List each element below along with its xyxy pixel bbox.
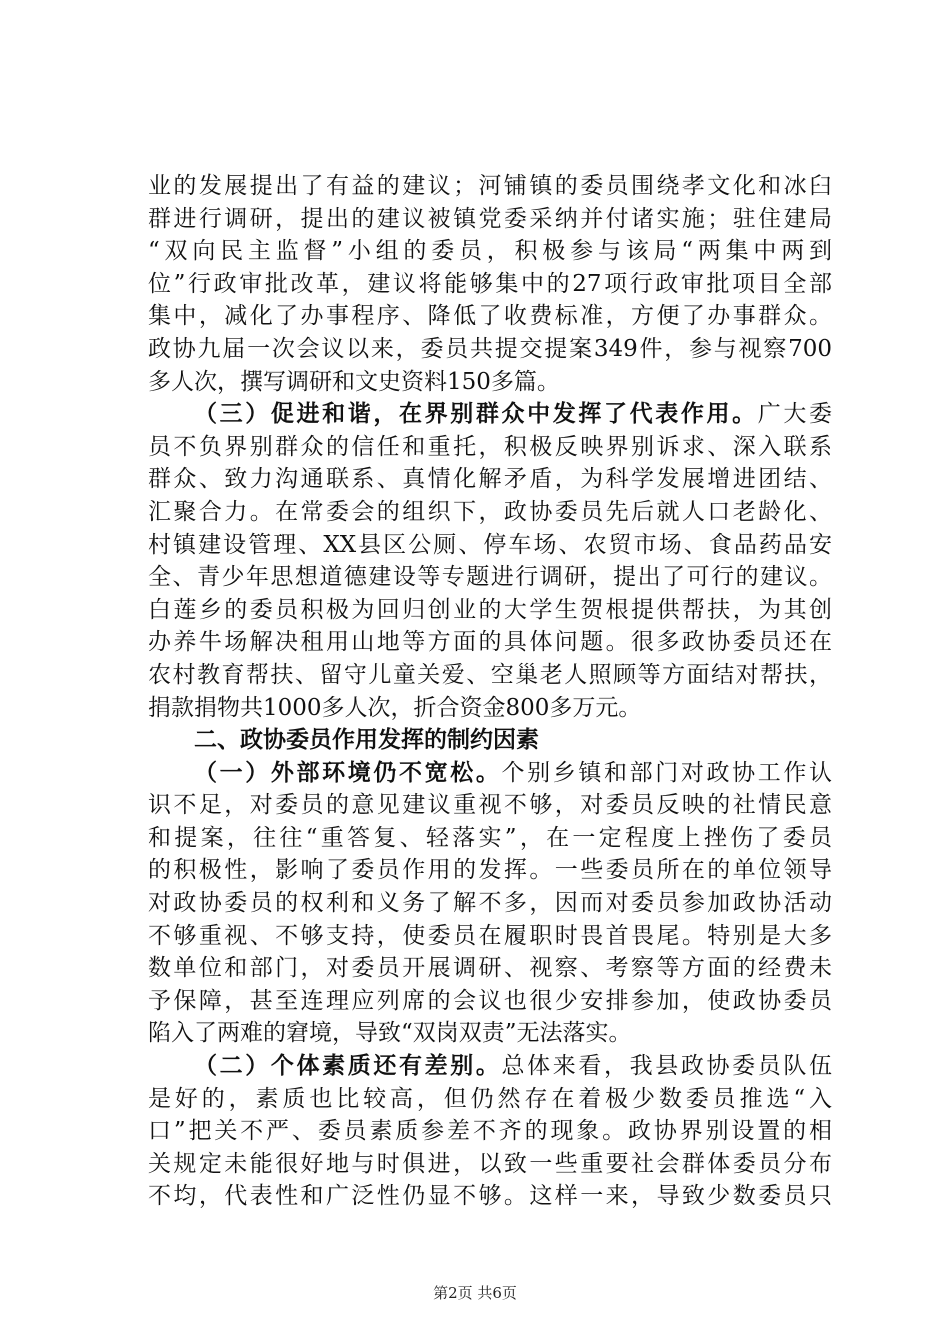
text-line: 村镇建设管理、XX县区公厕、停车场、农贸市场、食品药品安 xyxy=(148,531,832,558)
text-line: 予保障，甚至连理应列席的会议也很少安排参加，使政协委员 xyxy=(148,987,832,1014)
text-line: 政协九届一次会议以来，委员共提交提案349件，参与视察700 xyxy=(148,335,832,362)
text-line: 的积极性，影响了委员作用的发挥。一些委员所在的单位领导 xyxy=(148,857,832,884)
paragraph-external-environment xyxy=(148,757,832,1050)
paragraph-first-line xyxy=(148,398,832,431)
text-line: “双向民主监督”小组的委员，积极参与该局“两集中两到 xyxy=(148,238,832,265)
text-line: 陷入了两难的窘境，导致“双岗双责”无法落实。 xyxy=(148,1020,632,1047)
section-title: 二、政协委员作用发挥的制约因素 xyxy=(194,726,539,754)
text-line: 对政协委员的权利和义务了解不多，因而对委员参加政协活动 xyxy=(148,890,832,917)
text-line: 和提案，往往“重答复、轻落实”，在一定程度上挫伤了委员 xyxy=(148,824,832,851)
text-line: 位”行政审批改革，建议将能够集中的27项行政审批项目全部 xyxy=(148,270,832,297)
paragraph-harmony xyxy=(148,398,832,724)
text-line: 关规定未能很好地与时俱进，以致一些重要社会群体委员分布 xyxy=(148,1150,832,1177)
text-line: 办养牛场解决租用山地等方面的具体问题。很多政协委员还在 xyxy=(148,629,832,656)
text-line: 捐款捐物共1000多人次，折合资金800多万元。 xyxy=(148,694,642,721)
text-line: 集中，减化了办事程序、降低了收费标准，方便了办事群众。 xyxy=(148,303,832,330)
paragraph-heading: （一）外部环境仍不宽松。 xyxy=(194,758,502,786)
text-line: 汇聚合力。在常委会的组织下，政协委员先后就人口老龄化、 xyxy=(148,498,832,525)
paragraph-lead-text: 广大委 xyxy=(757,401,832,428)
paragraph-achievements-continued xyxy=(148,170,832,398)
text-line: 员不负界别群众的信任和重托，积极反映界别诉求、深入联系 xyxy=(148,433,832,460)
text-line: 是好的，素质也比较高，但仍然存在着极少数委员推选“入 xyxy=(148,1085,832,1112)
paragraph-heading: （三）促进和谐，在界别群众中发挥了代表作用。 xyxy=(194,400,758,428)
text-line: 白莲乡的委员积极为回归创业的大学生贺根提供帮扶，为其创 xyxy=(148,596,832,623)
page-number-footer: 第2页 共6页 xyxy=(433,1284,517,1302)
text-line: 业的发展提出了有益的建议；河铺镇的委员围绕孝文化和冰臼 xyxy=(148,173,832,199)
text-line: 农村教育帮扶、留守儿童关爱、空巢老人照顾等方面结对帮扶， xyxy=(148,661,832,688)
text-line: 全、青少年思想道德建设等专题进行调研，提出了可行的建议。 xyxy=(148,564,832,591)
text-line: 多人次，撰写调研和文史资料150多篇。 xyxy=(148,368,560,395)
text-line: 识不足，对委员的意见建议重视不够，对委员反映的社情民意 xyxy=(148,792,832,819)
text-line: 不够重视、不够支持，使委员在履职时畏首畏尾。特别是大多 xyxy=(148,922,832,949)
text-line: 群众、致力沟通联系、真情化解矛盾，为科学发展增进团结、 xyxy=(148,466,832,493)
paragraph-first-line xyxy=(148,1050,832,1083)
paragraph-lead-text: 总体来看，我县政协委员队伍 xyxy=(501,1053,832,1080)
paragraph-individual-quality xyxy=(148,1050,832,1213)
document-body xyxy=(148,170,832,1213)
text-line: 不均，代表性和广泛性仍显不够。这样一来，导致少数委员只 xyxy=(148,1183,832,1210)
text-line: 群进行调研，提出的建议被镇党委采纳并付诸实施；驻住建局 xyxy=(148,205,832,232)
text-line: 口”把关不严、委员素质参差不齐的现象。政协界别设置的相 xyxy=(148,1118,832,1145)
paragraph-first-line xyxy=(148,757,832,790)
paragraph-heading: （二）个体素质还有差别。 xyxy=(194,1052,502,1080)
text-line: 数单位和部门，对委员开展调研、视察、考察等方面的经费未 xyxy=(148,955,832,982)
paragraph-lead-text: 个别乡镇和部门对政协工作认 xyxy=(501,759,832,786)
